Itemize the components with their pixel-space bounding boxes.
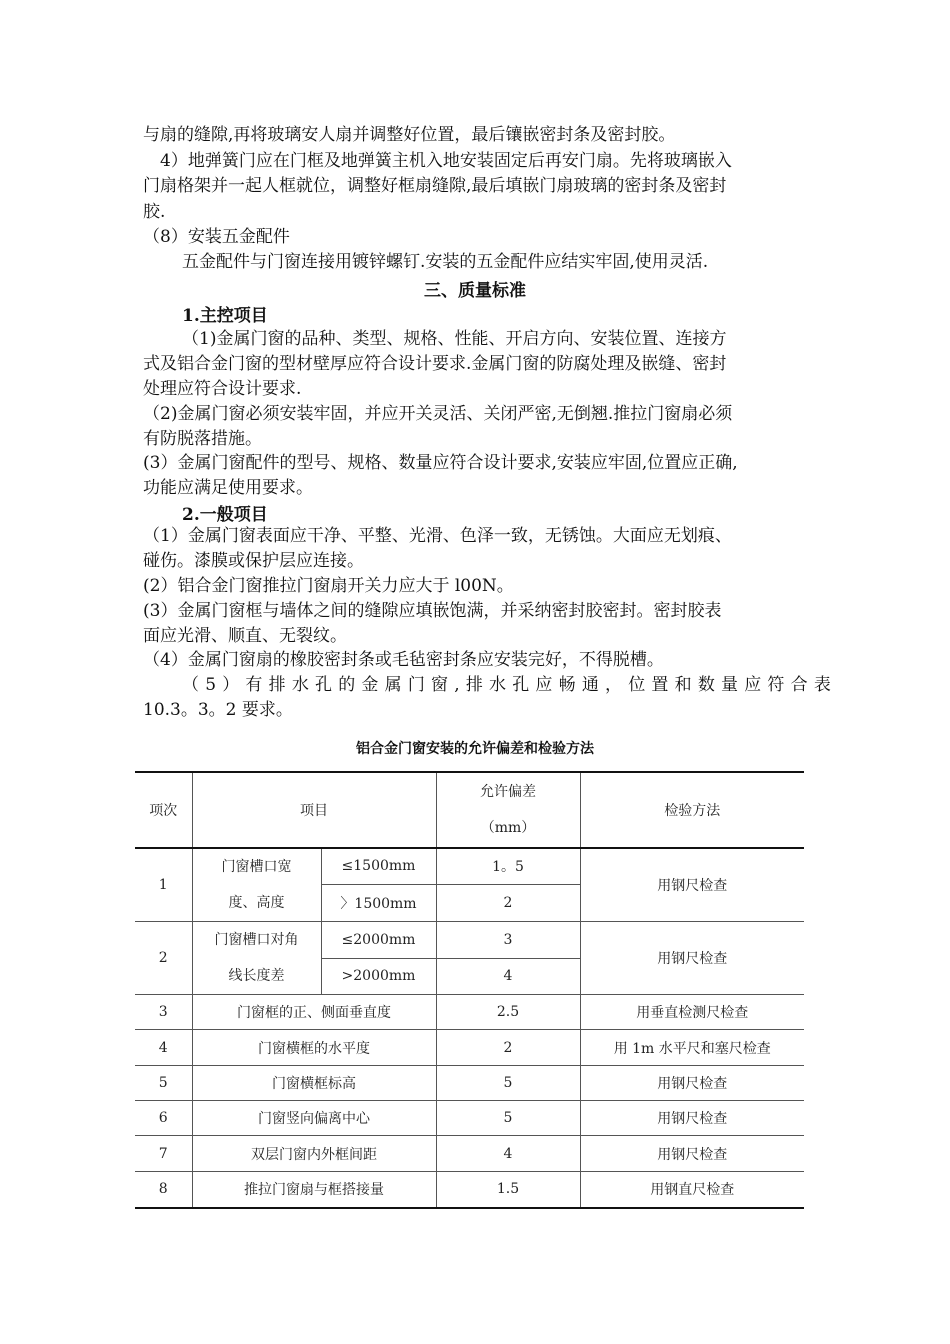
row-method: 用钢尺检查 — [580, 1101, 804, 1136]
row-item: 推拉门窗扇与框搭接量 — [192, 1172, 436, 1208]
tolerance-table — [135, 771, 804, 1209]
row-item: 门窗横框的水平度 — [192, 1030, 436, 1066]
table-row — [135, 1101, 804, 1136]
table-row — [135, 922, 804, 959]
body-line: （2)金属门窗必须安装牢固，并应开关灵活、关闭严密,无倒翘.推拉门窗扇必须 — [143, 404, 733, 424]
body-line: 面应光滑、顺直、无裂纹。 — [143, 626, 347, 646]
body-line: （8）安装五金配件 — [143, 227, 290, 247]
row-method: 用 1m 水平尺和塞尺检查 — [580, 1030, 804, 1066]
body-line: （1)金属门窗的品种、类型、规格、性能、开启方向、安装位置、连接方 — [182, 329, 727, 349]
row-method: 用钢尺检查 — [580, 848, 804, 922]
row-condition: ≤1500mm — [321, 848, 436, 884]
row-tolerance: 4 — [436, 1136, 580, 1172]
row-item: 双层门窗内外框间距 — [192, 1136, 436, 1172]
row-no: 1 — [135, 848, 192, 922]
row-condition: >2000mm — [321, 958, 436, 995]
header-no: 项次 — [135, 772, 192, 848]
table-row — [135, 1066, 804, 1101]
table-caption: 铝合金门窗安装的允许偏差和检验方法 — [356, 741, 594, 757]
row-item-line: 线长度差 — [228, 968, 285, 984]
row-tolerance: 5 — [436, 1066, 580, 1101]
row-no: 2 — [135, 922, 192, 995]
subsection-title: 1.主控项目 — [182, 306, 268, 326]
row-no: 3 — [135, 995, 192, 1030]
row-no: 4 — [135, 1030, 192, 1066]
header-tolerance-line2: （mm） — [480, 820, 536, 836]
row-no: 7 — [135, 1136, 192, 1172]
row-item: 门窗框的正、侧面垂直度 — [192, 995, 436, 1030]
body-line: 处理应符合设计要求. — [143, 379, 302, 399]
row-item: 门窗横框标高 — [192, 1066, 436, 1101]
body-line: （5）有排水孔的金属门窗,排水孔应畅通，位置和数量应符合表 — [182, 675, 838, 695]
row-method: 用垂直检测尺检查 — [580, 995, 804, 1030]
table-row — [135, 995, 804, 1030]
body-line: 有防脱落措施。 — [143, 429, 262, 449]
body-line: 胶. — [143, 202, 166, 222]
row-item — [192, 848, 321, 922]
row-method: 用钢直尺检查 — [580, 1172, 804, 1208]
body-line: 碰伤。漆膜或保护层应连接。 — [143, 551, 364, 571]
row-tolerance: 2 — [436, 1030, 580, 1066]
row-tolerance: 1。5 — [436, 848, 580, 884]
row-item: 门窗竖向偏离中心 — [192, 1101, 436, 1136]
body-line: （4）金属门窗扇的橡胶密封条或毛毡密封条应安装完好，不得脱槽。 — [143, 650, 664, 670]
header-item: 项目 — [192, 772, 436, 848]
row-item-line: 度、高度 — [228, 895, 285, 911]
row-condition: 〉1500mm — [321, 884, 436, 921]
body-line: (3）金属门窗配件的型号、规格、数量应符合设计要求,安装应牢固,位置应正确, — [143, 453, 738, 473]
body-line: 门扇格架并一起人框就位，调整好框扇缝隙,最后填嵌门扇玻璃的密封条及密封 — [143, 176, 727, 196]
header-tolerance-line1: 允许偏差 — [480, 784, 536, 800]
body-line: 与扇的缝隙,再将玻璃安人扇并调整好位置，最后镶嵌密封条及密封胶。 — [143, 125, 676, 145]
body-line: 4）地弹簧门应在门框及地弹簧主机入地安装固定后再安门扇。先将玻璃嵌入 — [160, 151, 732, 171]
row-condition: ≤2000mm — [321, 922, 436, 959]
row-method: 用钢尺检查 — [580, 922, 804, 995]
row-tolerance: 4 — [436, 958, 580, 995]
body-line: （1）金属门窗表面应干净、平整、光滑、色泽一致，无锈蚀。大面应无划痕、 — [143, 526, 732, 546]
row-method: 用钢尺检查 — [580, 1066, 804, 1101]
row-item — [192, 922, 321, 995]
body-line: 功能应满足使用要求。 — [143, 478, 313, 498]
body-line: (2）铝合金门窗推拉门窗扇开关力应大于 l00N。 — [143, 576, 514, 596]
row-tolerance: 5 — [436, 1101, 580, 1136]
row-method: 用钢尺检查 — [580, 1136, 804, 1172]
subsection-title: 2.一般项目 — [182, 505, 268, 525]
table-row — [135, 1030, 804, 1066]
row-tolerance: 2 — [436, 884, 580, 921]
row-tolerance: 1.5 — [436, 1172, 580, 1208]
row-item-line: 门窗槽口宽 — [221, 859, 292, 875]
table-row — [135, 1136, 804, 1172]
body-line: 10.3。3。2 要求。 — [143, 700, 293, 720]
section-title: 三、质量标准 — [424, 281, 526, 301]
body-line: (3）金属门窗框与墙体之间的缝隙应填嵌饱满，并采纳密封胶密封。密封胶表 — [143, 601, 722, 621]
row-tolerance: 3 — [436, 922, 580, 959]
table-header-row — [135, 772, 804, 848]
row-no: 6 — [135, 1101, 192, 1136]
row-no: 5 — [135, 1066, 192, 1101]
row-no: 8 — [135, 1172, 192, 1208]
body-line: 式及铝合金门窗的型材壁厚应符合设计要求.金属门窗的防腐处理及嵌缝、密封 — [143, 354, 727, 374]
row-tolerance: 2.5 — [436, 995, 580, 1030]
body-line: 五金配件与门窗连接用镀锌螺钉.安装的五金配件应结实牢固,使用灵活. — [182, 252, 709, 272]
table-row — [135, 848, 804, 884]
header-tolerance — [436, 772, 580, 848]
table-row — [135, 1172, 804, 1208]
row-item-line: 门窗槽口对角 — [214, 932, 299, 948]
header-method: 检验方法 — [580, 772, 804, 848]
